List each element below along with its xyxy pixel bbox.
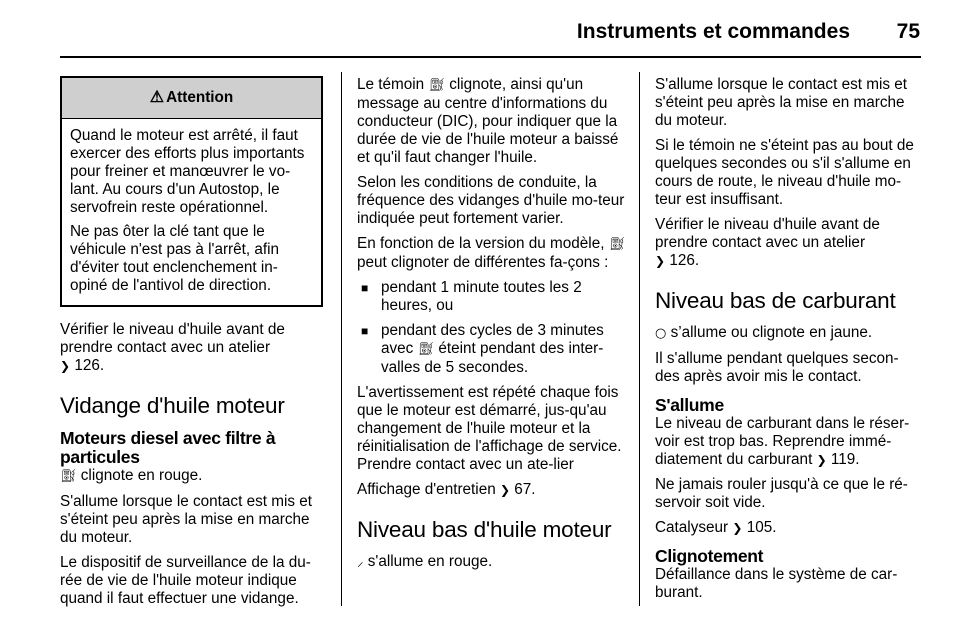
paragraph: S'allume lorsque le contact est mis et s'éteint peu après la mise en marche du moteur. [655, 76, 908, 129]
oil-can-icon: ⛽︎ [417, 342, 435, 357]
section-heading: Niveau bas d'huile moteur [357, 517, 612, 542]
paragraph: Le dispositif de surveillance de la du-rée de vie de l'huile moteur indique quand il faut effectuer une vidange. [60, 554, 311, 607]
page-reference[interactable]: 119. [830, 451, 860, 468]
section-heading: Vidange d'huile moteur [60, 393, 285, 418]
paragraph: Vérifier le niveau d'huile avant de prendre contact avec un atelier ❯ 126. [655, 216, 880, 269]
paragraph: Le niveau de carburant dans le réser-voir est trop bas. Reprendre immé-diatement du carburant ❯ 119. [655, 415, 910, 468]
warning-title: Attention [166, 89, 234, 106]
warning-box [60, 76, 323, 307]
paragraph: ⸝ s'allume en rouge. [357, 553, 493, 570]
paragraph: S'allume lorsque le contact est mis et s'éteint peu après la mise en marche du moteur. [60, 493, 313, 546]
paragraph: Défaillance dans le système de car-burant. [655, 566, 898, 601]
reference-arrow-icon: ❯ [655, 254, 666, 268]
warning-text: Ne pas ôter la clé tant que le véhicule n'est pas à l'arrêt, afin d'éviter tout enclenchement in-opiné de l'antivol de direction. [70, 223, 280, 294]
paragraph: Si le témoin ne s'éteint pas au bout de quelques secondes ou s'il s'allume en cours de route, le niveau d'huile mo-teur est insuffisant. [655, 137, 914, 208]
oil-can-icon: ⛽︎ [60, 469, 77, 484]
section-heading: Niveau bas de carburant [655, 288, 896, 313]
paragraph: Le témoin ⛽︎ clignote, ainsi qu'un message au centre d'informations du conducteur (DIC), pour indiquer que la durée de vie de l'huile moteur a baissé et qu'il faut changer l'huile. [357, 76, 619, 166]
fuel-icon: ○ [655, 326, 667, 341]
paragraph: Vérifier le niveau d'huile avant de prendre contact avec un atelier ❯ 126. [60, 321, 285, 374]
reference-arrow-icon: ❯ [732, 521, 743, 535]
list-item: ■ pendant des cycles de 3 minutes avec ⛽︎ éteint pendant des inter-valles de 5 secondes. [357, 322, 627, 377]
paragraph: ⛽︎ clignote en rouge. [60, 467, 203, 484]
reference-arrow-icon: ❯ [499, 483, 511, 497]
header-title: Instruments et commandes [576, 20, 850, 43]
subsection-heading: Clignotement [655, 546, 764, 566]
reference-arrow-icon: ❯ [816, 453, 827, 467]
paragraph: Ne jamais rouler jusqu'à ce que le ré-servoir soit vide. [655, 476, 908, 511]
subsection-heading: Moteurs diesel avec filtre à particules [60, 428, 276, 467]
page-reference[interactable]: 105. [746, 519, 777, 536]
header-rule [60, 56, 921, 58]
warning-triangle-icon: ⚠ [149, 89, 165, 106]
page-header [60, 14, 920, 48]
column-1 [60, 76, 325, 615]
subsection-heading: S'allume [655, 395, 724, 415]
paragraph: En fonction de la version du modèle, ⛽︎ peut clignoter de différentes fa-çons : [357, 235, 626, 271]
paragraph: L'avertissement est répété chaque fois que le moteur est démarré, jus-qu'au changement de l'huile moteur et la réinitialisation de l'affichage de service. Prendre contact avec un ate-lier [357, 384, 622, 473]
oil-can-icon: ⛽︎ [608, 237, 626, 252]
warning-header [62, 78, 321, 119]
page-reference[interactable]: 126. [74, 357, 105, 374]
page-reference[interactable]: 126. [669, 252, 700, 269]
oil-can-icon: ⛽︎ [428, 78, 445, 93]
column-3 [655, 76, 923, 609]
oil-level-icon: ⸝ [357, 555, 364, 570]
paragraph: Catalyseur ❯ 105. [655, 519, 777, 536]
page-number: 75 [896, 20, 920, 43]
paragraph: Selon les conditions de conduite, la fréquence des vidanges d'huile mo-teur indiquée peut fortement varier. [357, 174, 625, 227]
paragraph: Affichage d'entretien ❯ 67. [357, 481, 536, 498]
column-2 [357, 76, 627, 579]
paragraph: ○ s’allume ou clignote en jaune. [655, 324, 873, 341]
reference-arrow-icon: ❯ [60, 359, 71, 373]
page-reference[interactable]: 67. [514, 481, 536, 498]
bullet-list [357, 279, 627, 377]
list-item: ■ pendant 1 minute toutes les 2 heures, ou [357, 279, 627, 315]
warning-text: Quand le moteur est arrêté, il faut exercer des efforts plus importants pour freiner et manœuvrer le vo-lant. Au cours d'un Autostop, le servofrein reste opérationnel. [70, 127, 305, 216]
column-divider [639, 72, 640, 606]
column-divider [341, 72, 342, 606]
paragraph: Il s'allume pendant quelques secon-des après avoir mis le contact. [655, 350, 899, 385]
